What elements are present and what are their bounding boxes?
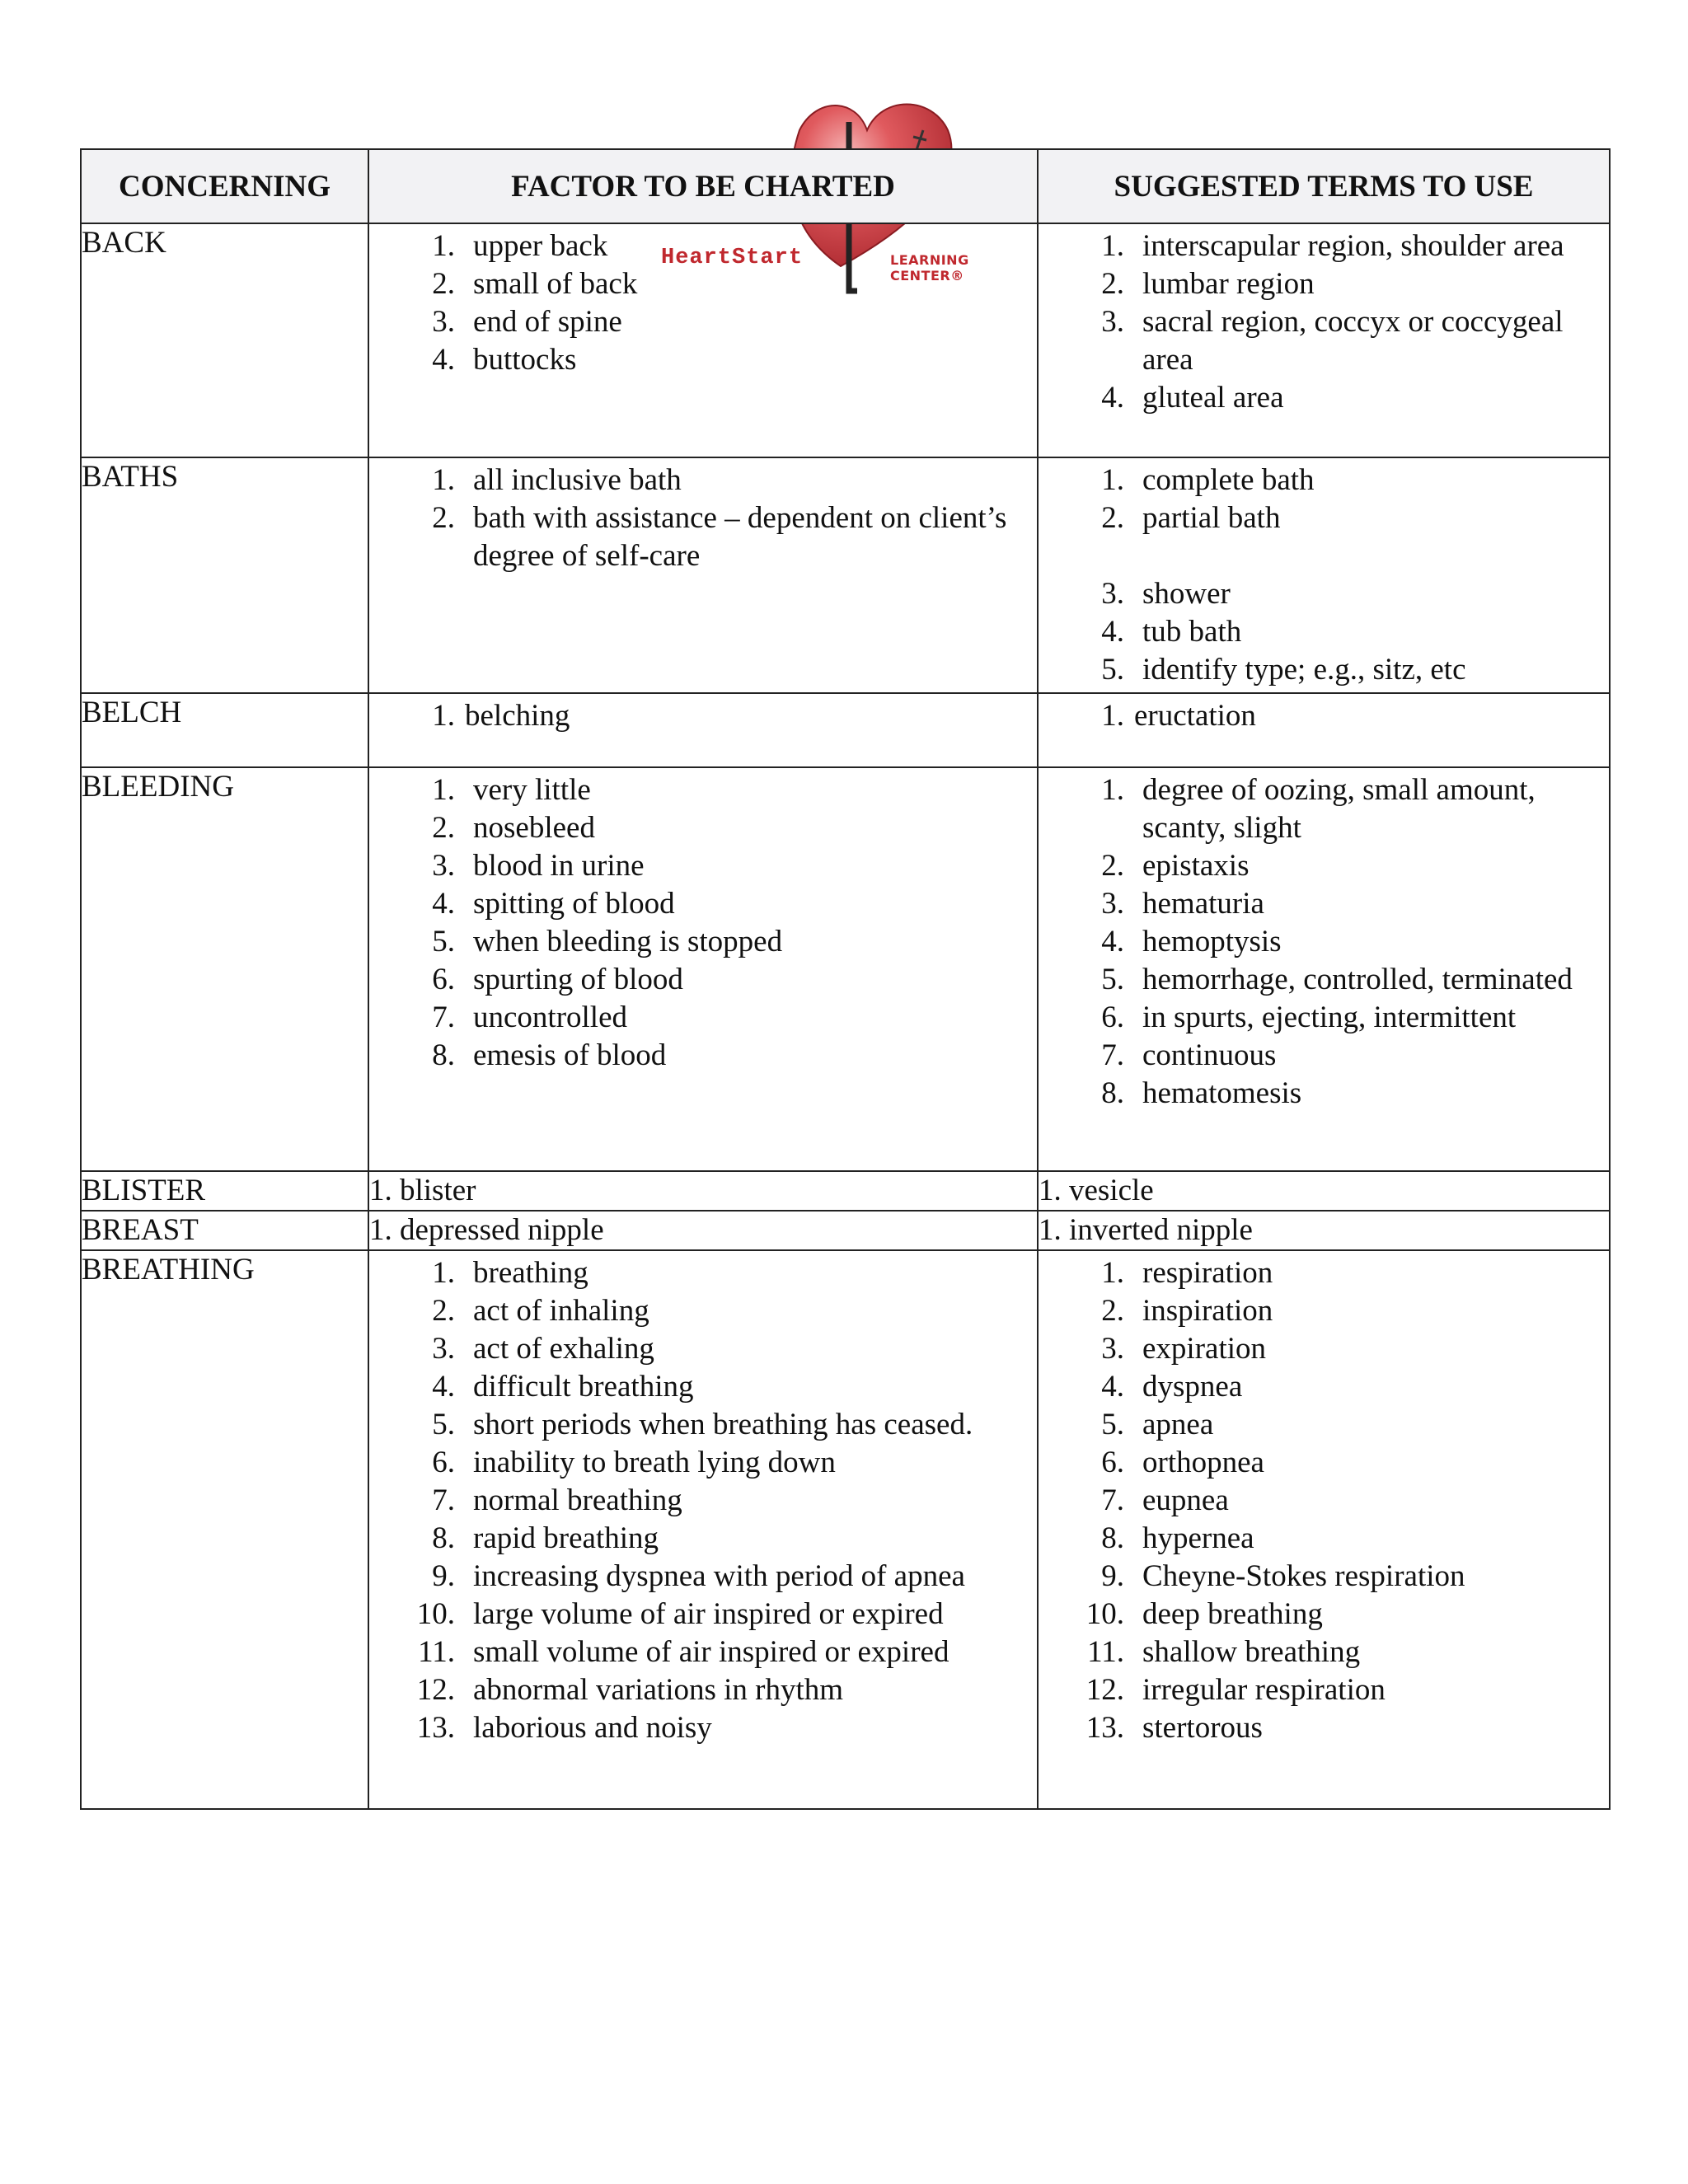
list-item: 4. hemoptysis [1101,925,1282,958]
list-item: 4. tub bath [1101,615,1242,649]
list-item: 3. hematuria [1101,887,1264,921]
concern-cell: BACK [81,223,368,457]
table-row-back [81,223,1610,457]
logo-brand-text: HeartStart [661,246,804,270]
list-item: 7. uncontrolled [432,1001,628,1034]
list-item: 2. partial bath [1101,501,1281,535]
list-item: 1. complete bath [1101,463,1315,497]
list-item: 4. spitting of blood [432,887,675,921]
list-item: 10. large volume of air inspired or expired [416,1597,944,1631]
list-item: 12. abnormal variations in rhythm [416,1673,844,1707]
list-item: 8. hematomesis [1101,1076,1302,1110]
table-row-breathing [81,1250,1610,1809]
list-item: 1. degree of oozing, small amount, scanty, slight [1101,773,1536,845]
table-row-breast [81,1211,1610,1250]
table-row-belch [81,693,1610,767]
list-item: 6. in spurts, ejecting, intermittent [1101,1001,1517,1034]
concern-cell: BREAST [81,1211,368,1250]
list-item: 11. small volume of air inspired or expired [418,1635,950,1669]
list-item: 3. sacral region, coccyx or coccygeal area [1101,305,1564,377]
list-item: 2. nosebleed [432,811,595,845]
list-item: 10. deep breathing [1085,1597,1323,1631]
concern-cell: BREATHING [81,1250,368,1809]
list-item: 1. very little [432,773,591,807]
terms-cell [1038,457,1610,693]
list-item: 12. irregular respiration [1085,1673,1386,1707]
header-concerning: CONCERNING [81,149,368,223]
table-header-row [81,149,1610,223]
list-item: 2. bath with assistance – dependent on client’s degree of self-care [432,501,1007,573]
list-item: 1. respiration [1101,1256,1273,1290]
factor-cell [368,767,1038,1171]
list-item: 2. small of back [432,267,638,301]
list-item: 1. belching [432,699,570,733]
terms-cell: 1. inverted nipple [1038,1211,1610,1250]
list-item: 6. orthopnea [1101,1446,1264,1479]
list-item: 5. apnea [1101,1408,1214,1441]
terms-cell [1038,693,1610,767]
list-item: 8. rapid breathing [432,1521,659,1555]
list-item: 11. shallow breathing [1087,1635,1361,1669]
list-item: 2. inspiration [1101,1294,1273,1328]
terms-cell: 1. vesicle [1038,1171,1610,1211]
list-item: 5. when bleeding is stopped [432,925,783,958]
list-item: 1. interscapular region, shoulder area [1101,229,1564,263]
concern-cell: BATHS [81,457,368,693]
list-item: 9. Cheyne-Stokes respiration [1101,1559,1465,1593]
factor-cell [368,223,1038,457]
concern-cell: BLISTER [81,1171,368,1211]
concern-cell: BELCH [81,693,368,767]
table-row-blister [81,1171,1610,1211]
list-item: 4. buttocks [432,343,577,377]
list-item: 9. increasing dyspnea with period of apnea [432,1559,965,1593]
list-item: 3. end of spine [432,305,622,339]
terms-cell [1038,223,1610,457]
factor-cell [368,1250,1038,1809]
header-terms: SUGGESTED TERMS TO USE [1038,149,1610,223]
list-item: 2. lumbar region [1101,267,1315,301]
list-item: 5. short periods when breathing has ceased. [432,1408,973,1441]
list-item: 3. expiration [1101,1332,1267,1366]
list-item: 7. normal breathing [432,1483,682,1517]
factor-cell [368,457,1038,693]
header-factor: FACTOR TO BE CHARTED [368,149,1038,223]
factor-cell [368,693,1038,767]
list-item: 4. dyspnea [1101,1370,1243,1404]
list-item: 2. act of inhaling [432,1294,649,1328]
list-item: 2. epistaxis [1101,849,1250,883]
factor-cell: 1. blister [368,1171,1038,1211]
list-item: 5. identify type; e.g., sitz, etc [1101,653,1466,687]
list-item: 1. eructation [1101,699,1256,733]
list-item: 3. blood in urine [432,849,645,883]
list-item: 8. hypernea [1101,1521,1254,1555]
charting-terms-table [80,148,1611,1810]
concern-cell: BLEEDING [81,767,368,1171]
list-item: 7. continuous [1101,1038,1277,1072]
list-item: 1. all inclusive bath [432,463,682,497]
list-item: 6. inability to breath lying down [432,1446,836,1479]
terms-cell [1038,767,1610,1171]
list-item: 1. upper back [432,229,608,263]
factor-cell: 1. depressed nipple [368,1211,1038,1250]
table-row-bleeding [81,767,1610,1171]
list-item: 13. stertorous [1085,1711,1263,1745]
list-item: 6. spurting of blood [432,963,683,996]
list-item: 1. breathing [432,1256,588,1290]
list-item: 4. gluteal area [1101,381,1284,415]
table-row-baths [81,457,1610,693]
list-item: 4. difficult breathing [432,1370,694,1404]
list-item: 7. eupnea [1101,1483,1229,1517]
list-item: 3. act of exhaling [432,1332,654,1366]
list-item: 13. laborious and noisy [416,1711,712,1745]
logo-subtitle-text: LEARNING CENTER® [890,252,969,284]
list-item: 8. emesis of blood [432,1038,667,1072]
list-item: 3. shower [1101,577,1231,611]
list-item: 5. hemorrhage, controlled, terminated [1101,963,1573,996]
terms-cell [1038,1250,1610,1809]
